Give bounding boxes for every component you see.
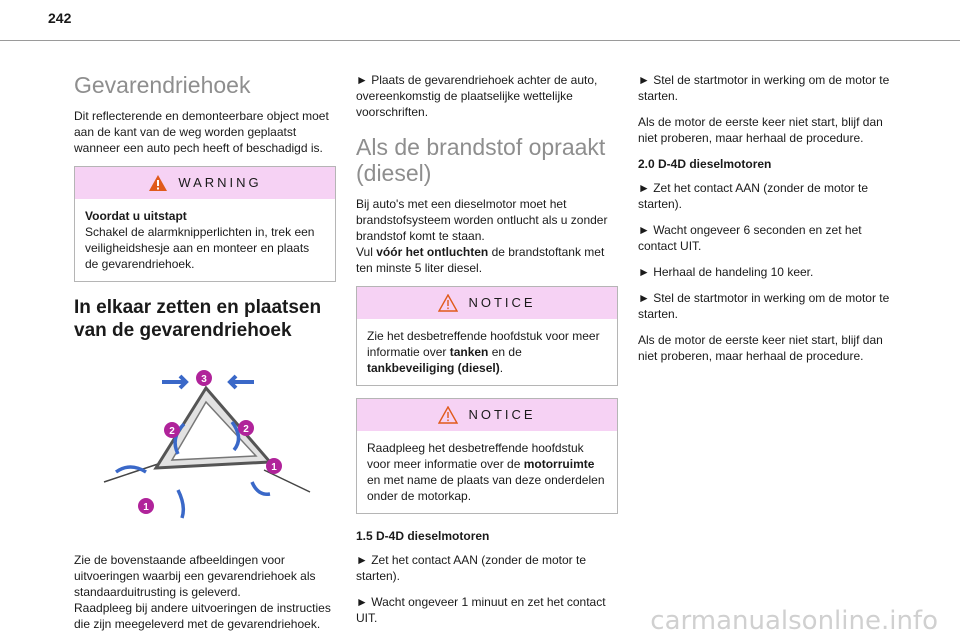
retry-note: Als de motor de eerste keer niet start, blijf dan niet proberen, maar herhaal de procedure. [638, 333, 883, 363]
warning-body: Schakel de alarmknipperlichten in, trek een veiligheidshesje aan en monteer en plaats de gevarendriehoek. [85, 225, 315, 271]
notice-icon [438, 406, 458, 424]
arrow-icon [252, 482, 270, 494]
bullet-start-engine: ► Stel de startmotor in werking om de motor te starten. [638, 73, 890, 103]
warning-triangle-assembly-illustration [74, 358, 336, 536]
bullet-wait-1-minute: ► Wacht ongeveer 1 minuut en zet het contact UIT. [356, 595, 606, 625]
top-rule [0, 40, 960, 41]
diesel-fill-instruction: Vul vóór het ontluchten de brandstoftank met ten minste 5 liter diesel. [356, 245, 605, 275]
diesel-intro: Bij auto's met een dieselmotor moet het brandstofsysteem worden ontlucht als u zonder brandstof komt te staan. [356, 197, 608, 243]
section-title-warning-triangle: Gevarendriehoek [74, 72, 251, 98]
warning-title: Voordat u uitstapt [85, 209, 187, 223]
bullet-ignition-on: ► Zet het contact AAN (zonder de motor te starten). [638, 181, 868, 211]
notice-box-header [357, 287, 617, 319]
column-2 [356, 72, 618, 636]
bullet-place-triangle: ► Plaats de gevarendriehoek achter de auto, overeenkomstig de plaatselijke wettelijke voorschriften. [356, 73, 598, 119]
arrow-icon [230, 376, 254, 388]
subheading-2-0-d4d: 2.0 D-4D dieselmotoren [638, 157, 772, 171]
svg-text:1: 1 [143, 502, 149, 513]
notice-label: NOTICE [468, 295, 536, 310]
intro-paragraph: Dit reflecterende en demonteerbare object moet aan de kant van de weg worden geplaatst wanneer een auto pech heeft of beschadigd is. [74, 109, 329, 155]
svg-text:3: 3 [201, 374, 207, 385]
column-3 [638, 72, 900, 374]
step-badge [238, 420, 254, 436]
column-1 [74, 72, 336, 642]
bullet-wait-6-seconds: ► Wacht ongeveer 6 seconden en zet het contact UIT. [638, 223, 862, 253]
bullet-repeat-10-times: ► Herhaal de handeling 10 keer. [638, 265, 814, 279]
page-number: 242 [48, 10, 72, 26]
svg-text:1: 1 [271, 462, 277, 473]
bullet-ignition-on: ► Zet het contact AAN (zonder de motor te starten). [356, 553, 586, 583]
arrow-icon [162, 376, 186, 388]
warning-box-header [75, 167, 335, 199]
step-badge [266, 458, 282, 474]
arrow-icon [178, 490, 183, 518]
notice-box-fuel [356, 286, 618, 386]
notice-label: NOTICE [468, 407, 536, 422]
step-badge [164, 422, 180, 438]
subheading-1-5-d4d: 1.5 D-4D dieselmotoren [356, 529, 490, 543]
retry-note: Als de motor de eerste keer niet start, blijf dan niet proberen, maar herhaal de procedure. [638, 115, 883, 145]
step-badge [138, 498, 154, 514]
watermark: carmanualsonline.info [650, 606, 938, 636]
notice-body-engine: Raadpleeg het desbetreffende hoofdstuk voor meer informatie over de motorruimte en met name de plaats van deze onderdelen onder de motorkap. [367, 441, 605, 503]
warning-label: WARNING [178, 175, 262, 190]
notice-box-header [357, 399, 617, 431]
warning-box [74, 166, 336, 282]
step-badge [196, 370, 212, 386]
figure-note: Zie de bovenstaande afbeeldingen voor uitvoeringen waarbij een gevarendriehoek als standaarduitrusting is geleverd. [74, 553, 316, 599]
notice-body-fuel: Zie het desbetreffende hoofdstuk voor meer informatie over tanken en de tankbeveiliging (diesel). [367, 329, 600, 375]
other-versions-note: Raadpleeg bij andere uitvoeringen de instructies die zijn meegeleverd met de gevarendriehoek. [74, 601, 331, 631]
bullet-start-engine: ► Stel de startmotor in werking om de motor te starten. [638, 291, 890, 321]
assembly-heading: In elkaar zetten en plaatsen van de gevarendriehoek [74, 297, 322, 341]
notice-icon [438, 294, 458, 312]
svg-text:2: 2 [169, 426, 175, 437]
svg-text:2: 2 [243, 424, 249, 435]
section-title-fuel-empty: Als de brandstof opraakt (diesel) [356, 134, 606, 186]
notice-box-engine [356, 398, 618, 514]
warning-icon [148, 174, 168, 192]
rod-left [104, 462, 164, 482]
arrow-icon [116, 467, 146, 472]
